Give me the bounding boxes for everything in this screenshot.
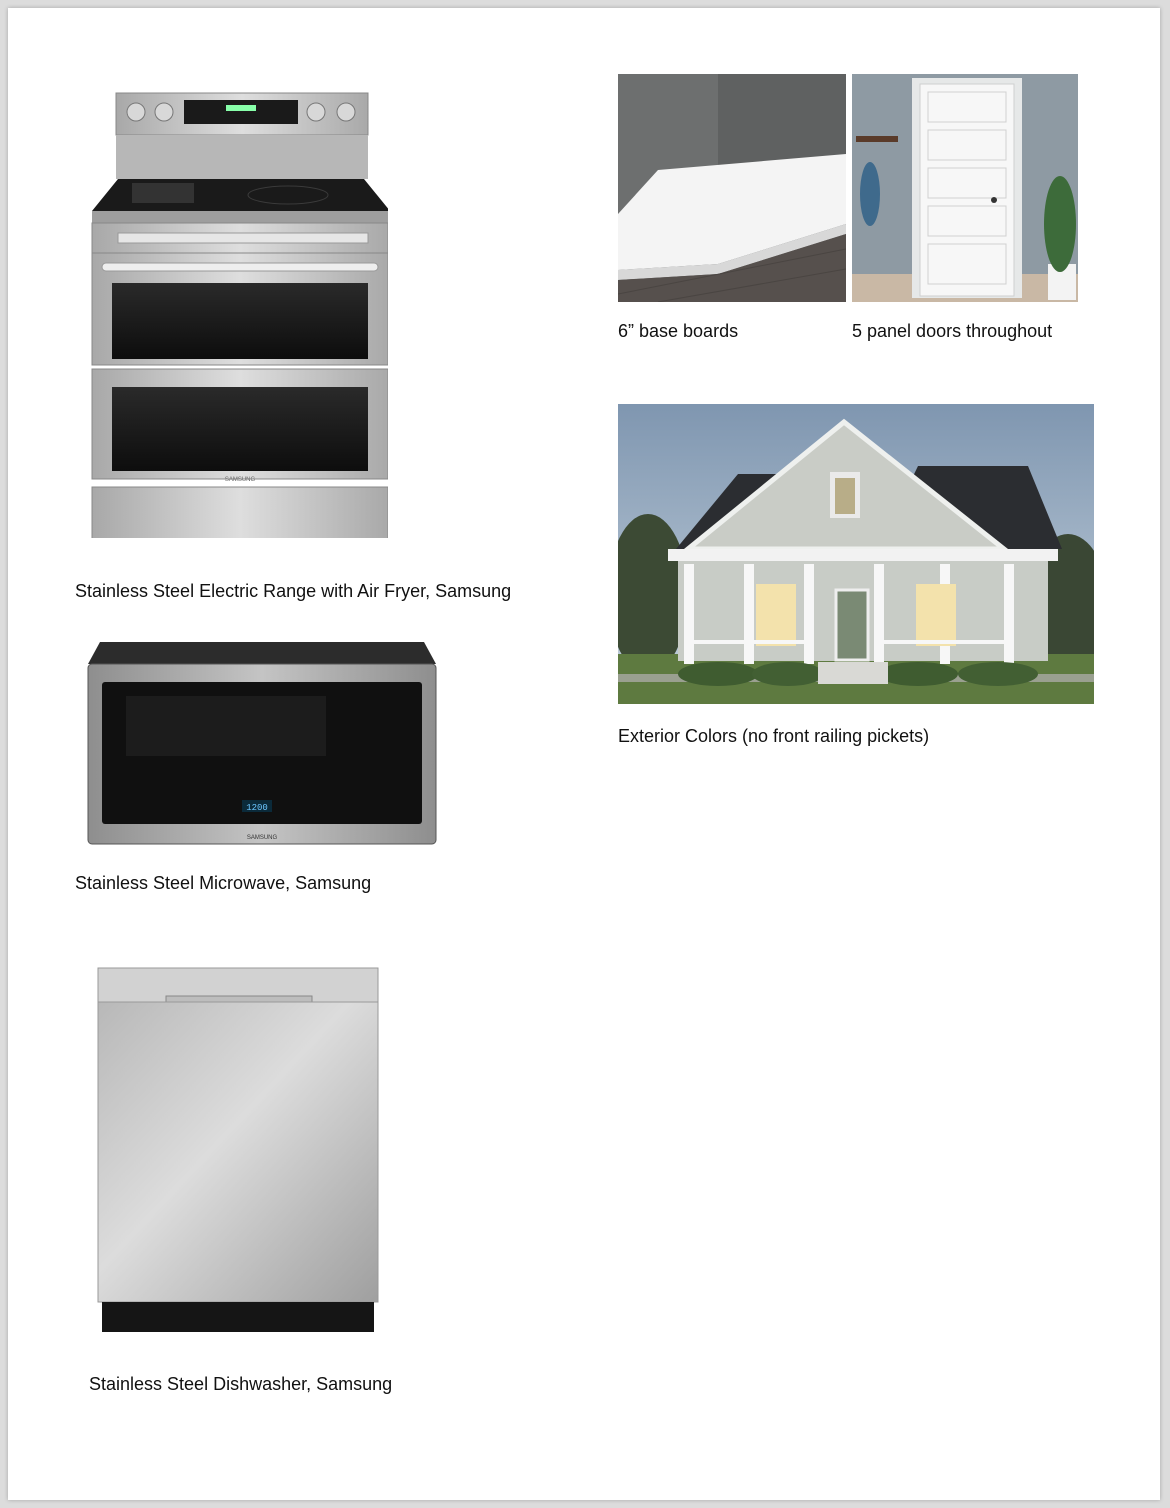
five-panel-door-image (852, 74, 1078, 302)
exterior-caption: Exterior Colors (no front railing pickets) (618, 726, 930, 746)
baseboard-caption: 6” base boards (618, 321, 739, 341)
microwave-caption: Stainless Steel Microwave, Samsung (75, 873, 372, 893)
dishwasher-caption: Stainless Steel Dishwasher, Samsung (89, 1374, 393, 1394)
range-brand-label: SAMSUNG (224, 477, 256, 483)
electric-range-image (88, 83, 388, 538)
door-caption: 5 panel doors throughout (852, 321, 1053, 341)
baseboard-image (618, 74, 846, 302)
microwave-image (86, 638, 438, 848)
microwave-brand-label: SAMSUNG (246, 835, 278, 841)
dishwasher-image (96, 966, 380, 1336)
document-page (8, 8, 1160, 1500)
range-caption: Stainless Steel Electric Range with Air Fryer, Samsung (75, 581, 512, 601)
house-exterior-image (618, 404, 1094, 704)
microwave-display-text: 1200 (246, 803, 268, 813)
